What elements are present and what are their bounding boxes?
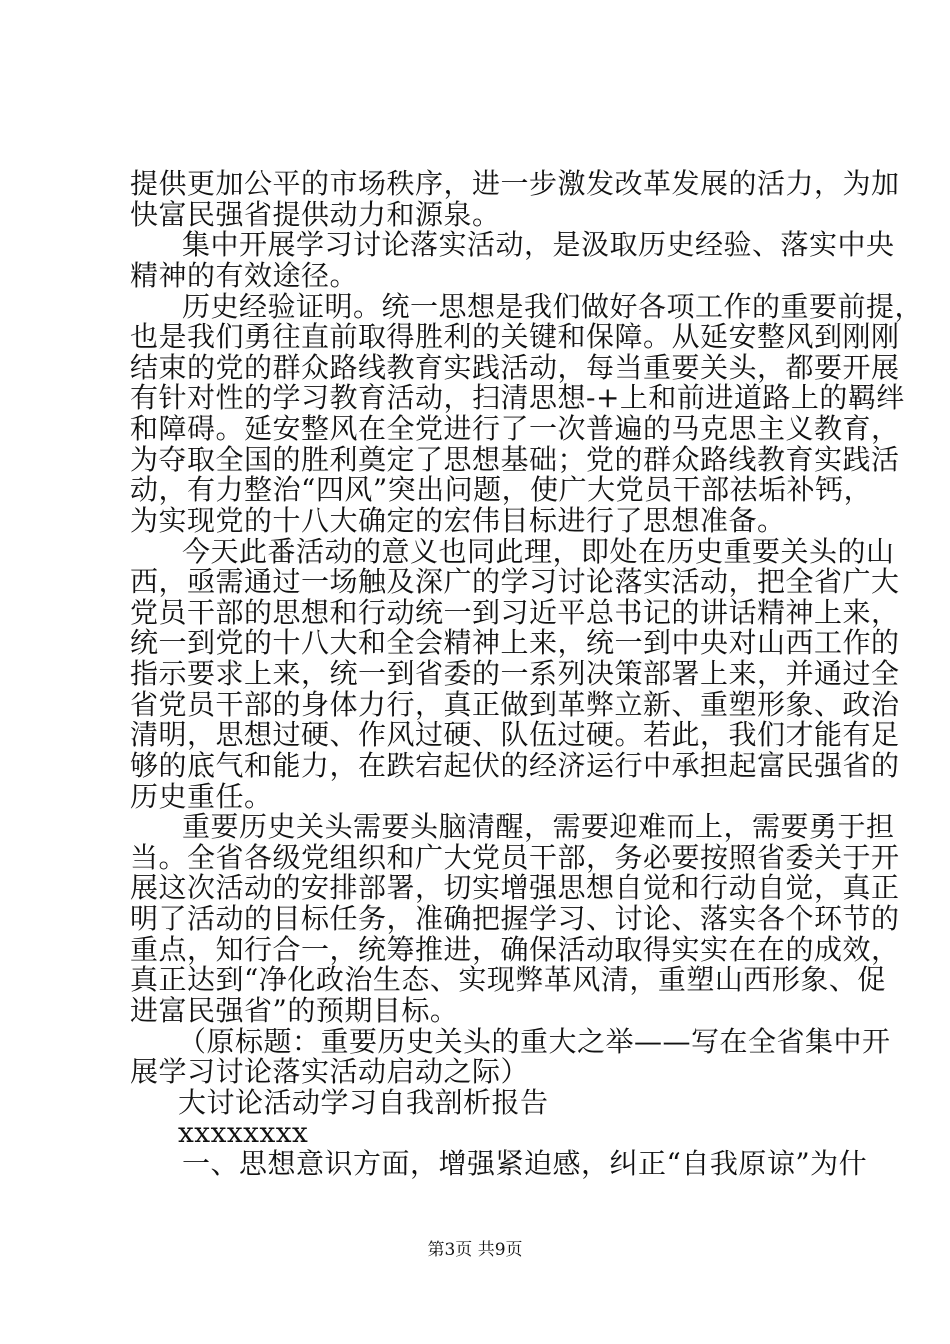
text-line: 重点，知行合一，统筹推进，确保活动取得实实在在的成效，	[130, 933, 900, 966]
page-number-footer: 第3页 共9页	[427, 1240, 523, 1260]
text-line: 历史重任。	[130, 780, 273, 813]
text-line: 明了活动的目标任务，准确把握学习、讨论、落实各个环节的	[130, 902, 900, 935]
section-heading: 一、思想意识方面，增强紧迫感，纠正“自我原谅”为什	[182, 1147, 868, 1180]
text-line: 进富民强省”的预期目标。	[130, 994, 459, 1027]
paragraph-start-line: 今天此番活动的意义也同此理，即处在历史重要关头的山	[182, 535, 895, 568]
text-line: 真正达到“净化政治生态、实现弊革风清，重塑山西形象、促	[130, 963, 886, 996]
text-line: 提供更加公平的市场秩序，进一步激发改革发展的活力，为加	[130, 167, 900, 200]
text-line: 党员干部的思想和行动统一到习近平总书记的讲话精神上来，	[130, 596, 900, 629]
paragraph-start-line: 重要历史关头需要头脑清醒，需要迎难而上，需要勇于担	[182, 810, 895, 843]
text-line: 清明，思想过硬、作风过硬、队伍过硬。若此，我们才能有足	[130, 718, 900, 751]
text-line: 快富民强省提供动力和源泉。	[130, 198, 501, 231]
text-line: 展学习讨论落实活动启动之际）	[130, 1055, 530, 1088]
text-line: 够的底气和能力，在跌宕起伏的经济运行中承担起富民强省的	[130, 749, 900, 782]
text-line: 也是我们勇往直前取得胜利的关键和保障。从延安整风到刚刚	[130, 320, 900, 353]
paragraph-start-line: 集中开展学习讨论落实活动，是汲取历史经验、落实中央	[182, 228, 895, 261]
author-placeholder: xxxxxxxx	[178, 1116, 309, 1149]
text-line: 展这次活动的安排部署，切实增强思想自觉和行动自觉，真正	[130, 871, 900, 904]
text-line: 精神的有效途径。	[130, 259, 359, 292]
text-line: 为实现党的十八大确定的宏伟目标进行了思想准备。	[130, 504, 786, 537]
text-line: 为夺取全国的胜利奠定了思想基础；党的群众路线教育实践活	[130, 443, 900, 476]
text-line: 动，有力整治“四风”突出问题，使广大党员干部祛垢补钙，	[130, 473, 873, 506]
text-line: 统一到党的十八大和全会精神上来，统一到中央对山西工作的	[130, 626, 900, 659]
text-line: 有针对性的学习教育活动，扫清思想-+上和前进道路上的羁绊	[130, 381, 905, 414]
text-line: 当。全省各级党组织和广大党员干部，务必要按照省委关于开	[130, 841, 900, 874]
report-title: 大讨论活动学习自我剖析报告	[178, 1086, 549, 1119]
text-line: 省党员干部的身体力行，真正做到革弊立新、重塑形象、政治	[130, 688, 900, 721]
text-line: 结束的党的群众路线教育实践活动，每当重要关头，都要开展	[130, 351, 900, 384]
text-line: 和障碍。延安整风在全党进行了一次普遍的马克思主义教育，	[130, 412, 900, 445]
text-line: 西，亟需通过一场触及深广的学习讨论落实活动，把全省广大	[130, 565, 900, 598]
text-line: 指示要求上来，统一到省委的一系列决策部署上来，并通过全	[130, 657, 900, 690]
paragraph-start-line: 历史经验证明。统一思想是我们做好各项工作的重要前提，	[182, 290, 924, 323]
original-title-note: （原标题：重要历史关头的重大之举——写在全省集中开	[178, 1025, 891, 1058]
